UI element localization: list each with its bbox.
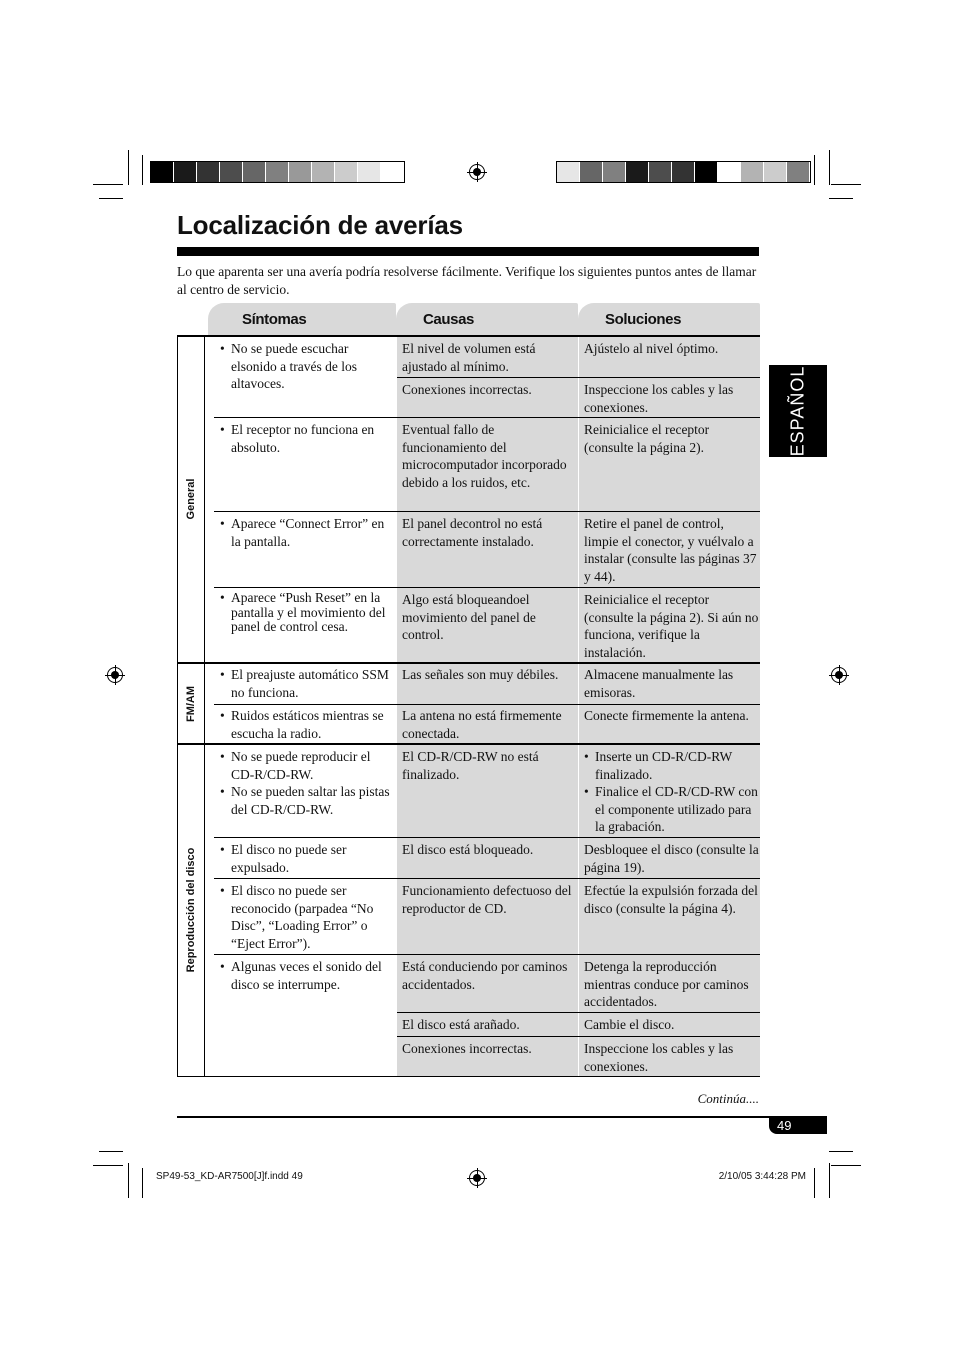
solution-cell: Conecte firmemente la antena. [579, 705, 760, 743]
language-tab [769, 365, 827, 457]
color-swatch [358, 162, 381, 182]
solution-cell: Ajústelo al nivel óptimo. [579, 337, 760, 377]
cause-cell: El CD-R/CD-RW no está finalizado. [397, 745, 578, 837]
crop-mark [93, 184, 123, 185]
crop-mark [829, 150, 830, 185]
cause-cell: Eventual fallo de funcionamiento del microcomputador incorporado debido a los ruidos, etc. [397, 418, 578, 511]
header-solutions: Soluciones [578, 303, 760, 335]
crop-mark [814, 1168, 815, 1198]
color-bar-left [150, 161, 405, 183]
cause-cell: Está conduciendo por caminos accidentados. [397, 955, 578, 1012]
cause-cell: Las señales son muy débiles. [397, 664, 578, 704]
color-swatch [197, 162, 220, 182]
page-number: 49 [769, 1118, 827, 1134]
solution-cell [579, 745, 760, 837]
registration-mark-icon [469, 164, 485, 180]
solution-cell: Reinicialice el receptor (consulte la página 2). Si aún no funciona, verifique la instalación. [579, 588, 760, 663]
header-causes: Causas [396, 303, 578, 335]
cause-cell: El panel decontrol no está correctamente instalado. [397, 512, 578, 587]
color-swatch [580, 162, 603, 182]
color-swatch [787, 162, 810, 182]
table-row [214, 418, 396, 511]
color-bar-right [556, 161, 811, 183]
color-swatch [718, 162, 741, 182]
table-row [214, 879, 396, 954]
symptom-text: • El preajuste automático SSM no funciona. [231, 666, 396, 701]
cause-cell: Algo está bloqueandoel movimiento del panel de control. [397, 588, 578, 663]
section-label-fmam: FM/AM [185, 685, 197, 723]
footer-date: 2/10/05 3:44:28 PM [718, 1171, 806, 1182]
crop-mark [128, 1163, 129, 1198]
solution-cell: Detenga la reproducción mientras conduce por caminos accidentados. [579, 955, 760, 1012]
table-row [214, 705, 396, 743]
color-swatch [381, 162, 404, 182]
symptom-text: • El disco no puede ser expulsado. [231, 841, 396, 876]
solution-cell: Retire el panel de control, limpie el conector, y vuélvalo a instalar (consulte las páginas 37 y 44). [579, 512, 760, 587]
cause-cell: La antena no está firmemente conectada. [397, 705, 578, 743]
solution-cell: Inspeccione los cables y las conexiones. [579, 1037, 760, 1076]
crop-mark [831, 184, 861, 185]
header-symptoms: Síntomas [208, 303, 396, 335]
cause-cell: Conexiones incorrectas. [397, 378, 578, 417]
color-swatch [741, 162, 764, 182]
table-bottom-rule [205, 1076, 760, 1077]
symptom-text: • Ruidos estáticos mientras se escucha la radio. [231, 707, 396, 742]
section-label-general: General [185, 478, 197, 520]
solution-text: • Finalice el CD-R/CD-RW con el componente utilizado para la grabación. [595, 783, 760, 836]
table-row [214, 512, 396, 587]
table-row [214, 337, 396, 417]
table-row [214, 838, 396, 878]
symptom-text: • No se pueden saltar las pistas del CD-R/CD-RW. [231, 783, 396, 818]
solution-cell: Cambie el disco. [579, 1013, 760, 1036]
solution-text: • Inserte un CD-R/CD-RW finalizado. [595, 748, 760, 783]
color-swatch [603, 162, 626, 182]
color-swatch [695, 162, 718, 182]
solution-cell: Almacene manualmente las emisoras. [579, 664, 760, 704]
color-swatch [672, 162, 695, 182]
symptom-text: • El disco no puede ser reconocido (parpadea “No Disc”, “Loading Error” o “Eject Error”). [231, 882, 396, 952]
title-rule [177, 247, 759, 256]
color-swatch [289, 162, 312, 182]
table-row [214, 745, 396, 837]
section-label-disc: Reproducción del disco [185, 847, 197, 973]
color-swatch [557, 162, 580, 182]
symptom-text: • Aparece “Connect Error” en la pantalla. [231, 515, 396, 550]
color-swatch [626, 162, 649, 182]
bottom-rule [177, 1116, 827, 1118]
crop-mark [814, 155, 815, 185]
table-row [214, 588, 396, 663]
color-swatch [220, 162, 243, 182]
intro-paragraph: Lo que aparenta ser una avería podría resolverse fácilmente. Verifique los siguientes puntos antes de llamar al centro de servicio. [177, 264, 757, 297]
crop-mark [93, 1165, 123, 1166]
color-swatch [174, 162, 197, 182]
solution-cell: Efectúe la expulsión forzada del disco (consulte la página 4). [579, 879, 760, 954]
cause-cell: Conexiones incorrectas. [397, 1037, 578, 1076]
page-title: Localización de averías [177, 210, 463, 240]
color-swatch [266, 162, 289, 182]
color-swatch [764, 162, 787, 182]
color-swatch [243, 162, 266, 182]
language-tab-label: ESPAÑOL [787, 365, 808, 457]
footer-file: SP49-53_KD-AR7500[J]f.indd 49 [156, 1171, 303, 1182]
cause-cell: El disco está bloqueado. [397, 838, 578, 878]
color-swatch [649, 162, 672, 182]
symptom-text: • Algunas veces el sonido del disco se interrumpe. [231, 958, 396, 993]
crop-mark [142, 155, 143, 185]
continued-note: Continúa.... [697, 1091, 759, 1106]
crop-mark [831, 1165, 861, 1166]
color-swatch [335, 162, 358, 182]
symptom-text: • No se puede escuchar elsonido a través de los altavoces. [231, 340, 396, 393]
solution-cell: Inspeccione los cables y las conexiones. [579, 378, 760, 417]
crop-mark [829, 1163, 830, 1198]
crop-mark [128, 150, 129, 185]
cause-cell: El nivel de volumen está ajustado al mínimo. [397, 337, 578, 377]
registration-mark-icon [831, 667, 847, 683]
crop-mark [142, 1168, 143, 1198]
solution-cell: Desbloquee el disco (consulte la página 19). [579, 838, 760, 878]
symptom-text: • No se puede reproducir el CD-R/CD-RW. [231, 748, 396, 783]
registration-mark-icon [469, 1170, 485, 1186]
cause-cell: Funcionamiento defectuoso del reproductor de CD. [397, 879, 578, 954]
table-row [214, 664, 396, 704]
crop-mark [829, 1151, 853, 1152]
crop-mark [99, 198, 123, 199]
registration-mark-icon [107, 667, 123, 683]
table-row [214, 955, 396, 1076]
crop-mark [829, 198, 853, 199]
solution-cell: Reinicialice el receptor (consulte la página 2). [579, 418, 760, 511]
symptom-text: • El receptor no funciona en absoluto. [231, 421, 396, 456]
crop-mark [99, 1151, 123, 1152]
cause-cell: El disco está arañado. [397, 1013, 578, 1036]
symptom-text: • Aparece “Push Reset” en la pantalla y el movimiento del panel de control cesa. [231, 591, 396, 635]
color-swatch [312, 162, 335, 182]
color-swatch [151, 162, 174, 182]
